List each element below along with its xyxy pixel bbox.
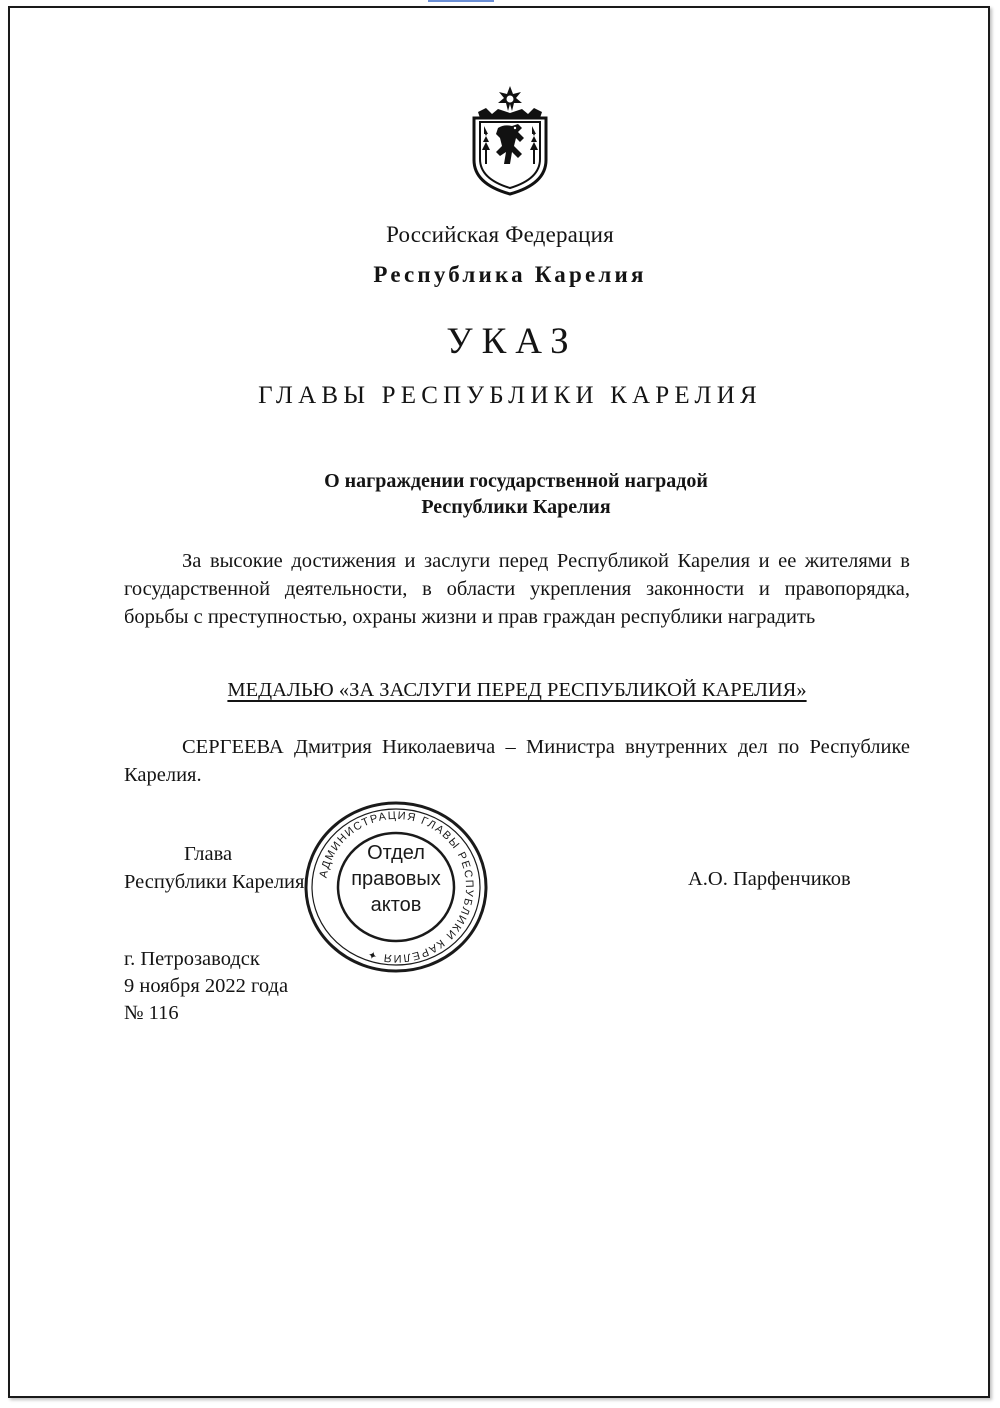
document-type: УКАЗ: [446, 321, 578, 362]
recipient-paragraph: СЕРГЕЕВА Дмитрия Николаевича – Министра внутренних дел по Республике Карелия.: [124, 736, 910, 786]
document-footer: [124, 946, 288, 1027]
signatory-title-line-2: Республики Карелия: [124, 871, 305, 893]
document-page: [8, 6, 990, 1398]
stamp-line-1: Отдел: [367, 842, 425, 864]
stamp-line-3: актов: [370, 894, 422, 916]
stamp-line-2: правовых: [351, 868, 441, 890]
document-issuer: ГЛАВЫ РЕСПУБЛИКИ КАРЕЛИЯ: [258, 382, 762, 409]
subject-line-1: О награждении государственной наградой: [324, 470, 708, 492]
body-paragraph: За высокие достижения и заслуги перед Республикой Карелия и ее жителями в государственной деятельности, в области укрепления законности и правопорядка, борьбы с преступностью, охраны жизни и прав граждан республики наградить: [124, 550, 910, 628]
stamp-inner-text: [302, 840, 490, 918]
star-icon: [498, 86, 522, 111]
top-edge-mark: [428, 0, 494, 2]
subject-line-2: Республики Карелия: [421, 496, 611, 518]
republic-name: Республика Карелия: [373, 262, 647, 287]
svg-text:АДМИНИСТРАЦИЯ ГЛАВЫ РЕСПУБЛИКИ: АДМИНИСТРАЦИЯ ГЛАВЫ РЕСПУБЛИКИ КАРЕЛИЯ ✦: [317, 809, 476, 965]
document-subject: [16, 468, 1000, 520]
issue-date: 9 ноября 2022 года: [124, 975, 289, 997]
document-number: № 116: [124, 1002, 179, 1024]
country-name: Российская Федерация: [386, 222, 614, 247]
signatory-name: А.О. Парфенчиков: [688, 868, 851, 890]
award-title-text: МЕДАЛЬЮ «ЗА ЗАСЛУГИ ПЕРЕД РЕСПУБЛИКОЙ КАРЕЛИЯ»: [227, 679, 807, 701]
signatory-title-line-1: Глава: [184, 843, 233, 865]
issue-city: г. Петрозаводск: [124, 948, 260, 970]
award-title: [0, 679, 1000, 702]
signatory-title: [124, 840, 304, 896]
coat-of-arms-emblem: [468, 82, 552, 196]
